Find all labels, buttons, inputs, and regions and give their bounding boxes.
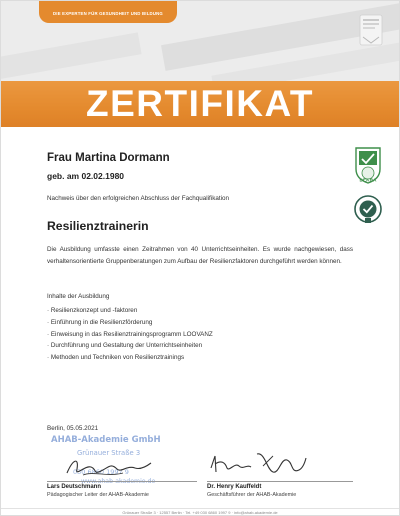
signer-right-name: Dr. Henry Kauffeldt xyxy=(207,484,262,490)
signature-line-left xyxy=(47,481,197,482)
signature-left xyxy=(63,451,153,481)
dekra-seal-icon xyxy=(353,145,383,185)
dekra-label: DEKRA xyxy=(359,178,377,184)
logo-tagline: DIE EXPERTEN FÜR GESUNDHEIT UND BILDUNG xyxy=(53,11,163,16)
quality-seal-icon xyxy=(353,194,383,224)
stamp-phone: 030 6860 1997 9 xyxy=(73,468,129,476)
content-list xyxy=(47,305,213,364)
qualification-title: Resilienztrainerin xyxy=(47,219,149,233)
certificate-title: ZERTIFIKAT xyxy=(85,83,315,124)
header-background xyxy=(1,1,399,81)
recipient-name: Frau Martina Dormann xyxy=(47,152,170,164)
signer-left-name: Lars Deutschmann xyxy=(47,484,102,490)
footer-contact: Grünauer Straße 3 · 12557 Berlin · Tel. +49 030 6860 1997 9 · info@ahab-akademie.de xyxy=(122,510,278,515)
list-item: · Resilienzkonzept und -faktoren xyxy=(47,305,213,317)
signature-right xyxy=(207,448,307,480)
footer xyxy=(1,508,399,516)
certification-badge-icon xyxy=(356,13,386,53)
signer-left-role: Pädagogischer Leiter der AHAB-Akademie xyxy=(47,492,149,498)
date-place: Berlin, 05.05.2021 xyxy=(47,425,99,432)
qualification-description: Die Ausbildung umfasste einen Zeitrahmen von 40 Unterrichtseinheiten. Es wurde nachgewiesen, dass verhaltensorientierte Gruppenberatungen zum Aufbau der Resilienzfaktoren durchgeführt werden können. xyxy=(47,246,353,265)
recipient-birthdate: geb. am 02.02.1980 xyxy=(47,171,125,181)
signature-line-right xyxy=(207,481,353,482)
signer-right-role: Geschäftsführer der AHAB-Akademie xyxy=(207,492,297,498)
ahab-logo xyxy=(39,1,177,23)
stamp-company-name: AHAB-Akademie GmbH xyxy=(51,435,161,445)
content-heading: Inhalte der Ausbildung xyxy=(47,293,110,300)
list-item: · Einweisung in das Resilienztrainingsprogramm LOOVANZ xyxy=(47,329,213,341)
completion-statement: Nachweis über den erfolgreichen Abschluss der Fachqualifikation xyxy=(47,195,230,202)
list-item: · Einführung in die Resilienzförderung xyxy=(47,317,213,329)
list-item: · Methoden und Techniken von Resilienztrainings xyxy=(47,352,213,364)
stamp-street: Grünauer Straße 3 xyxy=(77,449,141,457)
list-item: · Durchführung und Gestaltung der Unterrichtseinheiten xyxy=(47,340,213,352)
stamp-website: www.ahab-akademie.de xyxy=(81,478,156,485)
